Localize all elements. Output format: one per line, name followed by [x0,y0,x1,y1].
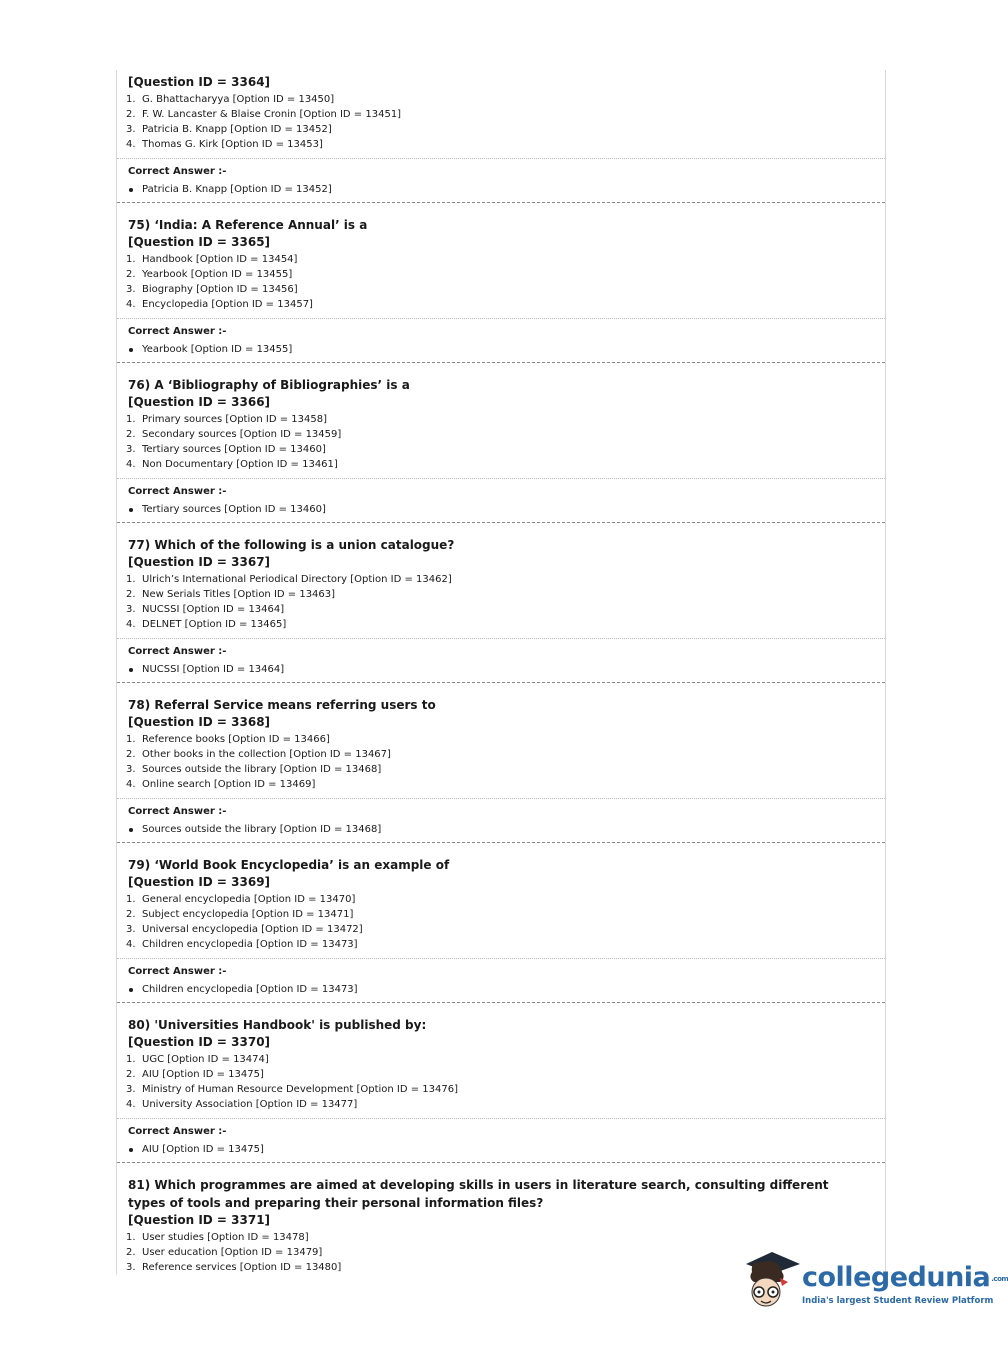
option-item: 1. Reference books [Option ID = 13466] [126,734,330,745]
option-item: 1. G. Bhattacharyya [Option ID = 13450] [126,94,335,105]
correct-answer-label: Correct Answer :- [128,1126,227,1137]
option-item: 4. Children encyclopedia [Option ID = 13473] [126,939,358,950]
correct-answer: Sources outside the library [Option ID = 13468] [128,823,885,837]
bullet-icon [129,668,133,672]
option-item: 2. Subject encyclopedia [Option ID = 13471] [126,909,354,920]
option-item: 1. General encyclopedia [Option ID = 13470] [126,894,356,905]
correct-answer-section [117,478,885,516]
correct-answer: AIU [Option ID = 13475] [128,1143,885,1157]
question-paper [116,70,886,1275]
option-item: 4. Encyclopedia [Option ID = 13457] [126,299,313,310]
bullet-icon [129,508,133,512]
option-list [128,892,885,952]
question-title: 80) 'Universities Handbook' is published by: [128,1018,427,1032]
option-item: 3. Reference services [Option ID = 13480] [126,1262,342,1273]
option-item: 2. Other books in the collection [Option ID = 13467] [126,749,391,760]
option-list [128,412,885,472]
option-item: 4. Thomas G. Kirk [Option ID = 13453] [126,139,323,150]
option-item: 4. DELNET [Option ID = 13465] [126,619,287,630]
correct-answer-section [117,638,885,676]
correct-answer-label: Correct Answer :- [128,966,227,977]
option-item: 1. UGC [Option ID = 13474] [126,1054,269,1065]
option-list [128,252,885,312]
question-76 [117,363,885,472]
option-item: 2. AIU [Option ID = 13475] [126,1069,264,1080]
option-item: 1. Handbook [Option ID = 13454] [126,254,298,265]
correct-answer-section [117,318,885,356]
option-item: 3. Biography [Option ID = 13456] [126,284,298,295]
correct-answer-label: Correct Answer :- [128,646,227,657]
correct-answer-label: Correct Answer :- [128,806,227,817]
correct-answer-label: Correct Answer :- [128,166,227,177]
option-item: 1. Primary sources [Option ID = 13458] [126,414,327,425]
question-title: 81) Which programmes are aimed at developing skills in users in literature search, consulting different types of tools and preparing their personal information files? [128,1178,829,1210]
question-id: [Question ID = 3369] [128,875,271,889]
correct-answer: NUCSSI [Option ID = 13464] [128,663,885,677]
correct-answer-label: Correct Answer :- [128,486,227,497]
bullet-icon [129,988,133,992]
option-item: 2. Secondary sources [Option ID = 13459] [126,429,342,440]
bullet-icon [129,828,133,832]
question-75 [117,203,885,312]
correct-answer: Children encyclopedia [Option ID = 13473] [128,983,885,997]
question-title: 77) Which of the following is a union catalogue? [128,538,455,552]
option-item: 3. Sources outside the library [Option ID = 13468] [126,764,382,775]
collegedunia-logo [742,1248,1008,1318]
logo-wordmark: collegedunia.com [802,1262,1008,1293]
option-item: 3. Tertiary sources [Option ID = 13460] [126,444,326,455]
option-item: 4. University Association [Option ID = 13477] [126,1099,358,1110]
option-list [128,92,885,152]
question-77 [117,523,885,632]
option-item: 2. F. W. Lancaster & Blaise Cronin [Option ID = 13451] [126,109,402,120]
mascot-icon [742,1248,802,1318]
option-item: 1. User studies [Option ID = 13478] [126,1232,309,1243]
option-item: 3. Patricia B. Knapp [Option ID = 13452] [126,124,332,135]
option-item: 2. New Serials Titles [Option ID = 13463] [126,589,336,600]
option-list [128,1052,885,1112]
correct-answer-label: Correct Answer :- [128,326,227,337]
option-item: 4. Non Documentary [Option ID = 13461] [126,459,338,470]
question-id: [Question ID = 3366] [128,395,271,409]
question-id: [Question ID = 3370] [128,1035,271,1049]
question-80 [117,1003,885,1112]
bullet-icon [129,188,133,192]
question-3364 [117,70,885,152]
correct-answer: Tertiary sources [Option ID = 13460] [128,503,885,517]
correct-answer: Patricia B. Knapp [Option ID = 13452] [128,183,885,197]
option-item: 2. User education [Option ID = 13479] [126,1247,323,1258]
question-title: 76) A ‘Bibliography of Bibliographies’ is a [128,378,410,392]
question-id: [Question ID = 3364] [128,75,271,89]
question-title: 78) Referral Service means referring users to [128,698,436,712]
correct-answer: Yearbook [Option ID = 13455] [128,343,885,357]
logo-tagline: India's largest Student Review Platform [802,1296,994,1306]
correct-answer-section [117,958,885,996]
question-78 [117,683,885,792]
bullet-icon [129,348,133,352]
correct-answer-section [117,798,885,836]
option-item: 4. Online search [Option ID = 13469] [126,779,316,790]
question-79 [117,843,885,952]
bullet-icon [129,1148,133,1152]
option-item: 3. Ministry of Human Resource Development [Option ID = 13476] [126,1084,459,1095]
question-id: [Question ID = 3371] [128,1213,271,1227]
option-list [128,732,885,792]
correct-answer-section [117,1118,885,1156]
question-id: [Question ID = 3367] [128,555,271,569]
option-list [128,572,885,632]
option-item: 3. Universal encyclopedia [Option ID = 13472] [126,924,363,935]
question-title: 75) ‘India: A Reference Annual’ is a [128,218,368,232]
question-title: 79) ‘World Book Encyclopedia’ is an example of [128,858,450,872]
option-item: 3. NUCSSI [Option ID = 13464] [126,604,285,615]
option-item: 2. Yearbook [Option ID = 13455] [126,269,293,280]
question-id: [Question ID = 3365] [128,235,271,249]
correct-answer-section [117,158,885,196]
option-item: 1. Ulrich’s International Periodical Directory [Option ID = 13462] [126,574,452,585]
question-id: [Question ID = 3368] [128,715,271,729]
